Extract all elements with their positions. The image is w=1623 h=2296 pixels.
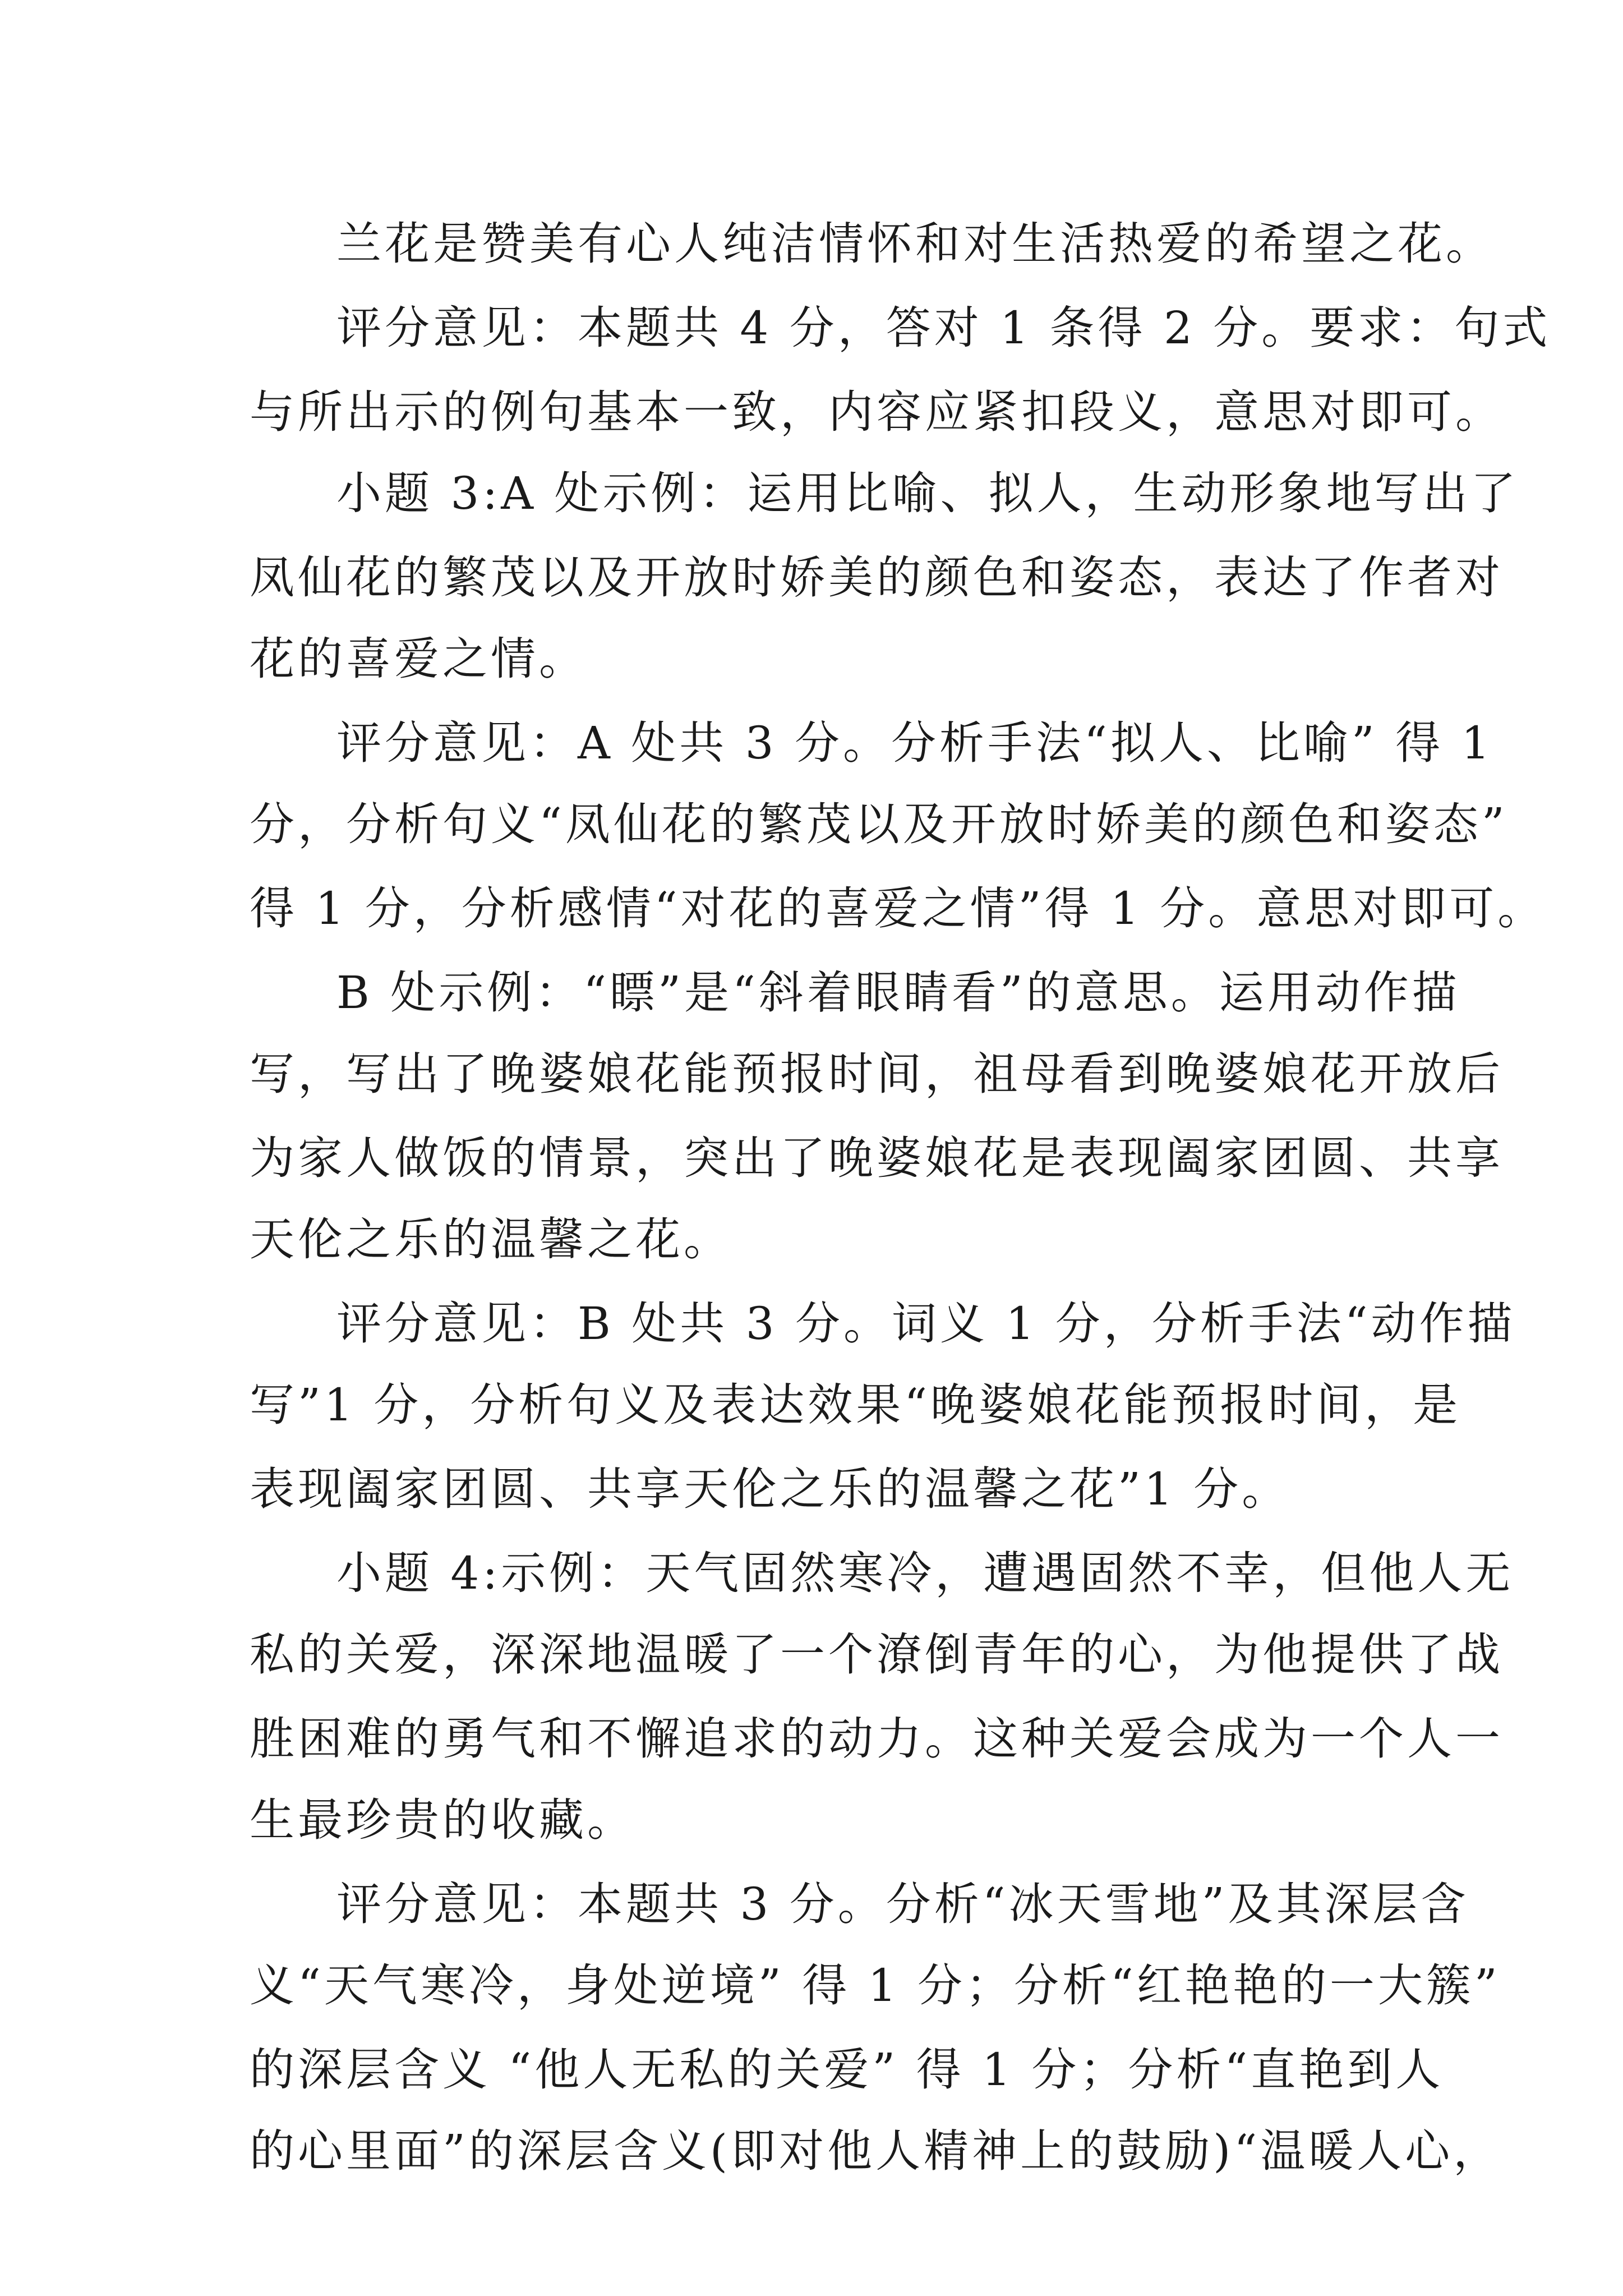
text-line: 评分意见：A 处共 3 分。分析手法“拟人、比喻” 得 1 [336, 717, 1493, 769]
text-line: 天伦之乐的温馨之花。 [250, 1213, 732, 1266]
text-line: 义“天气寒冷，身处逆境” 得 1 分；分析“红艳艳的一大簇” [250, 1959, 1501, 2012]
text-line: 评分意见：本题共 3 分。分析“冰天雪地”及其深层含 [336, 1878, 1469, 1930]
text-line: 私的关爱，深深地温暖了一个潦倒青年的心，为他提供了战 [250, 1628, 1504, 1681]
text-line: 小题 3:A 处示例：运用比喻、拟人，生动形象地写出了 [336, 467, 1519, 519]
text-line: 小题 4:示例：天气固然寒冷，遭遇固然不幸，但他人无 [336, 1547, 1514, 1599]
text-line: 分，分析句义“凤仙花的繁茂以及开放时娇美的颜色和姿态” [250, 798, 1508, 850]
text-line: 为家人做饭的情景，突出了晚婆娘花是表现阖家团圆、共享 [250, 1132, 1504, 1184]
text-line: B 处示例：“瞟”是“斜着眼睛看”的意思。运用动作描 [336, 967, 1460, 1019]
text-line: 得 1 分，分析感情“对花的喜爱之情”得 1 分。意思对即可。 [250, 882, 1546, 935]
text-line: 评分意见：本题共 4 分，答对 1 条得 2 分。要求：句式 [336, 302, 1551, 354]
text-line: 表现阖家团圆、共享天伦之乐的温馨之花”1 分。 [250, 1463, 1290, 1515]
text-line: 写，写出了晚婆娘花能预报时间，祖母看到晚婆娘花开放后 [250, 1048, 1504, 1100]
text-line: 凤仙花的繁茂以及开放时娇美的颜色和姿态，表达了作者对 [250, 551, 1504, 604]
text-line: 胜困难的勇气和不懈追求的动力。这种关爱会成为一个人一 [250, 1713, 1504, 1765]
text-line: 评分意见：B 处共 3 分。词义 1 分，分析手法“动作描 [336, 1297, 1516, 1350]
text-line: 的心里面”的深层含义(即对他人精神上的鼓励)“温暖人心， [250, 2125, 1502, 2177]
text-line: 花的喜爱之情。 [250, 633, 587, 685]
text-line: 生最珍贵的收藏。 [250, 1794, 635, 1846]
text-line: 兰花是赞美有心人纯洁情怀和对生活热爱的希望之花。 [336, 218, 1494, 270]
text-line: 写”1 分，分析句义及表达效果“晚婆娘花能预报时间，是 [250, 1379, 1461, 1431]
text-line: 与所出示的例句基本一致，内容应紧扣段义，意思对即可。 [250, 386, 1504, 438]
text-line: 的深层含义 “他人无私的关爱” 得 1 分；分析“直艳到人 [250, 2044, 1444, 2096]
